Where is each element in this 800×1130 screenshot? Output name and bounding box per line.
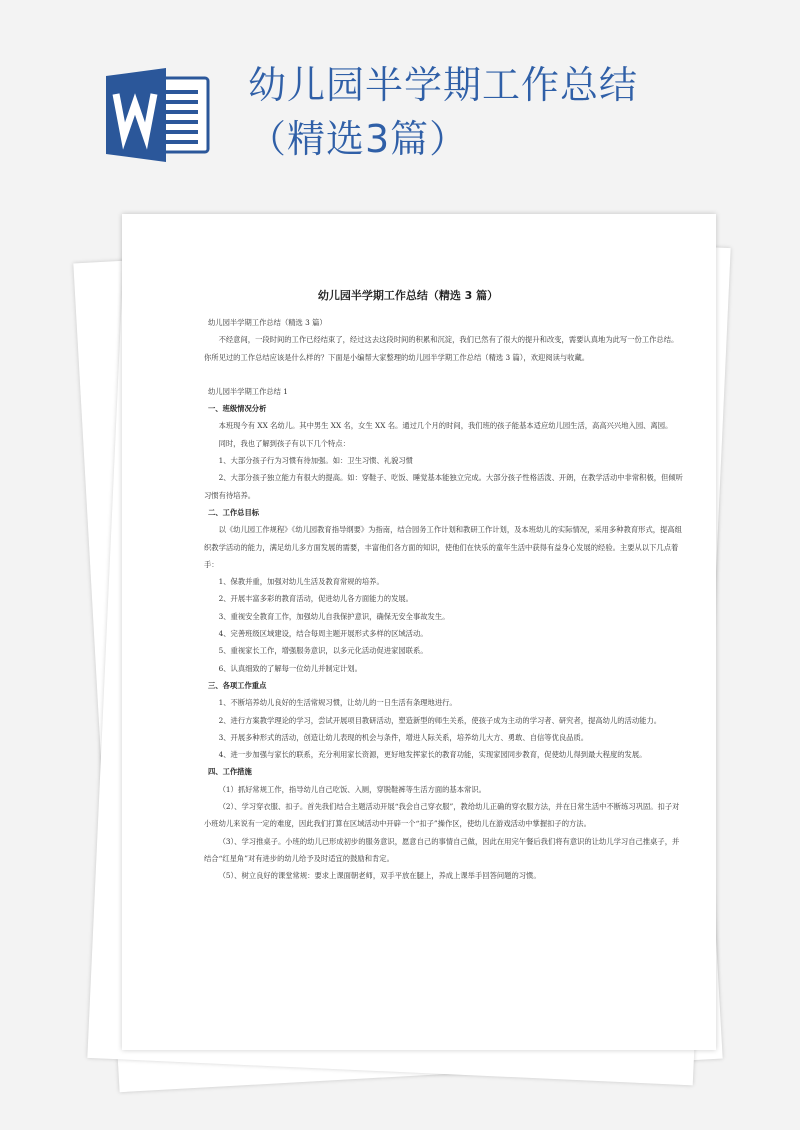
doc-list-item: 1、不断培养幼儿良好的生活常规习惯，让幼儿的一日生活有条理地进行。 [218, 698, 457, 708]
doc-list-item: （2）、学习穿衣服、扣子。首先我们结合主题活动开展“我会自己穿衣服”，教给幼儿正确的穿衣服方法，并在日常生活中不断练习巩固。扣子对小班幼儿来说有一定的难度，因此我们打算在区域活动中开辟一个“扣子”操作区，使幼儿在游戏活动中掌握扣子的方法。 [204, 802, 680, 829]
doc-list-item: （3）、学习推桌子。小班的幼儿已形成初步的服务意识，愿意自己的事情自己做，因此在用完午餐后我们将有意识的让幼儿学习自己推桌子，并结合“红星角”对有进步的幼儿给予及时适宜的鼓励和肯定。 [204, 836, 680, 863]
doc-paragraph: 2、大部分孩子独立能力有很大的提高。如：穿鞋子、吃饭、睡觉基本能独立完成。大部分孩子性格活泼、开朗，在教学活动中非常积极，但倾听习惯有待培养。 [204, 473, 683, 500]
word-logo-icon [104, 68, 216, 162]
doc-paragraph: 不经意间，一段时间的工作已经结束了，经过这去这段时间的积累和沉淀，我们已然有了很大的提升和改变，需要认真地为此写一份工作总结。你所见过的工作总结应该是什么样的？下面是小编帮大家整理的幼儿园半学期工作总结（精选 3 篇），欢迎阅读与收藏。 [204, 335, 679, 362]
document-title: 幼儿园半学期工作总结（精选 3 篇） [317, 289, 499, 302]
doc-list-item: 1、保教并重，加强对幼儿生活及教育常规的培养。 [218, 577, 384, 587]
doc-list-item: 5、重视家长工作，增强服务意识，以多元化活动促进家园联系。 [218, 646, 428, 656]
doc-paragraph: 幼儿园半学期工作总结（精选 3 篇） [208, 318, 327, 327]
doc-list-item: 2、开展丰富多彩的教育活动，促进幼儿各方面能力的发展。 [218, 594, 413, 604]
doc-list-item: 2、进行方案教学理论的学习，尝试开展项目教研活动，塑造新型的师生关系，使孩子成为主动的学习者、研究者，提高幼儿的活动能力。 [218, 715, 662, 725]
doc-list-item: 4、进一步加强与家长的联系，充分利用家长资源，更好地发挥家长的教育功能，实现家园同步教育，促使幼儿得到最大程度的发展。 [218, 750, 647, 760]
doc-paragraph: 本班现今有 XX 名幼儿。其中男生 XX 名，女生 XX 名。通过几个月的时间，我们班的孩子能基本适应幼儿园生活，高高兴兴地入园、离园。 [218, 421, 673, 431]
page-title [248, 58, 638, 166]
doc-heading: 一、班级情况分析 [208, 404, 267, 414]
doc-list-item: （1）抓好常规工作，指导幼儿自己吃饭、入厕，穿脱鞋裤等生活方面的基本常识。 [218, 784, 486, 794]
doc-list-item: 6、认真细致的了解每一位幼儿并制定计划。 [218, 663, 362, 673]
document-body [128, 286, 688, 885]
doc-paragraph: 1、大部分孩子行为习惯有待加强。如：卫生习惯、礼貌习惯 [218, 456, 413, 466]
doc-list-item: 3、开展多种形式的活动，创造让幼儿表现的机会与条件，增进人际关系，培养幼儿大方、勇敢、自信等优良品质。 [218, 732, 589, 742]
doc-heading: 三、各项工作重点 [208, 680, 267, 690]
doc-paragraph: 同时，我也了解到孩子有以下几个特点： [218, 438, 350, 448]
doc-list-item: （5）、树立良好的课堂常规：要求上课面朝老师，双手平放在腿上，养成上课举手回答问题的习惯。 [218, 871, 541, 881]
doc-section-label: 幼儿园半学期工作总结 1 [208, 386, 288, 396]
doc-paragraph: 以《幼儿园工作规程》《幼儿园教育指导纲要》为指南，结合园务工作计划和教研工作计划，及本班幼儿的实际情况，采用多种教育形式，提高组织教学活动的能力，满足幼儿多方面发展的需要，丰富他们各方面的知识，使他们在快乐的童年生活中获得有益身心发展的经验。主要从以下几点着手： [204, 525, 682, 569]
page-title-line2: （精选3篇） [248, 117, 469, 161]
page-title-line1: 幼儿园半学期工作总结 [248, 63, 639, 107]
doc-heading: 二、工作总目标 [208, 507, 260, 517]
doc-list-item: 3、重视安全教育工作，加强幼儿自我保护意识，确保无安全事故发生。 [218, 611, 450, 621]
doc-heading: 四、工作措施 [208, 767, 252, 777]
doc-list-item: 4、完善班级区域建设，结合每周主题开展形式多样的区域活动。 [218, 629, 428, 639]
